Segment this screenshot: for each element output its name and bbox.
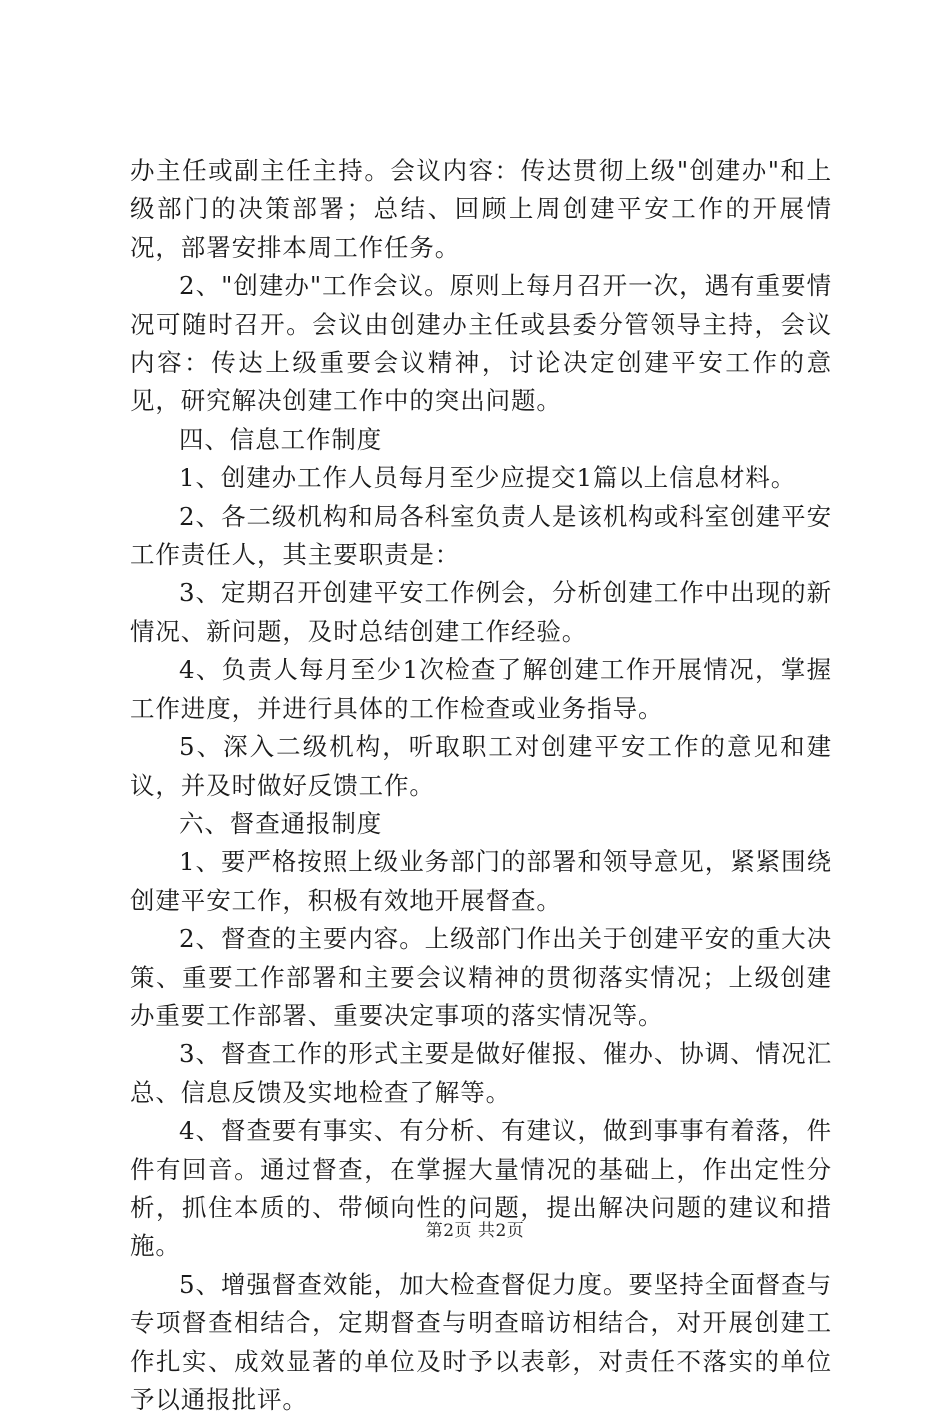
paragraph-item: 3、定期召开创建平安工作例会，分析创建工作中出现的新情况、新问题，及时总结创建工作经验。 xyxy=(130,578,832,646)
paragraph-item: 5、深入二级机构，听取职工对创建平安工作的意见和建议，并及时做好反馈工作。 xyxy=(130,732,832,800)
page-footer xyxy=(0,1216,950,1241)
paragraph-item: 5、增强督查效能，加大检查督促力度。要坚持全面督查与专项督查相结合，定期督查与明查暗访相结合，对开展创建工作扎实、成效显著的单位及时予以表彰，对责任不落实的单位予以通报批评。 xyxy=(130,1269,832,1414)
paragraph-item: 4、负责人每月至少1次检查了解创建工作开展情况，掌握工作进度，并进行具体的工作检查或业务指导。 xyxy=(130,655,832,723)
paragraph-continuation: 办主任或副主任主持。会议内容：传达贯彻上级"创建办"和上级部门的决策部署；总结、回顾上周创建平安工作的开展情况，部署安排本周工作任务。 xyxy=(130,156,832,262)
paragraph-item: 2、督查的主要内容。上级部门作出关于创建平安的重大决策、重要工作部署和主要会议精神的贯彻落实情况；上级创建办重要工作部署、重要决定事项的落实情况等。 xyxy=(130,924,832,1030)
page-number: 第2页 共2页 xyxy=(425,1221,525,1241)
paragraph-item: 2、各二级机构和局各科室负责人是该机构或科室创建平安工作责任人，其主要职责是： xyxy=(130,501,832,570)
section-heading: 四、信息工作制度 xyxy=(179,424,383,454)
paragraph-item: 4、督查要有事实、有分析、有建议，做到事事有着落，件件有回音。通过督查，在掌握大量情况的基础上，作出定性分析，抓住本质的、带倾向性的问题，提出解决问题的建议和措施。 xyxy=(130,1116,832,1261)
section-heading: 六、督查通报制度 xyxy=(179,808,383,838)
paragraph-item: 1、要严格按照上级业务部门的部署和领导意见，紧紧围绕创建平安工作，积极有效地开展督查。 xyxy=(130,847,832,915)
paragraph-item: 3、督查工作的形式主要是做好催报、催办、协调、情况汇总、信息反馈及实地检查了解等。 xyxy=(130,1039,832,1107)
paragraph-item: 2、"创建办"工作会议。原则上每月召开一次，遇有重要情况可随时召开。会议由创建办主任或县委分管领导主持，会议内容：传达上级重要会议精神，讨论决定创建平安工作的意见，研究解决创建工作中的突出问题。 xyxy=(130,271,832,416)
paragraph-item: 1、创建办工作人员每月至少应提交1篇以上信息材料。 xyxy=(179,463,797,493)
